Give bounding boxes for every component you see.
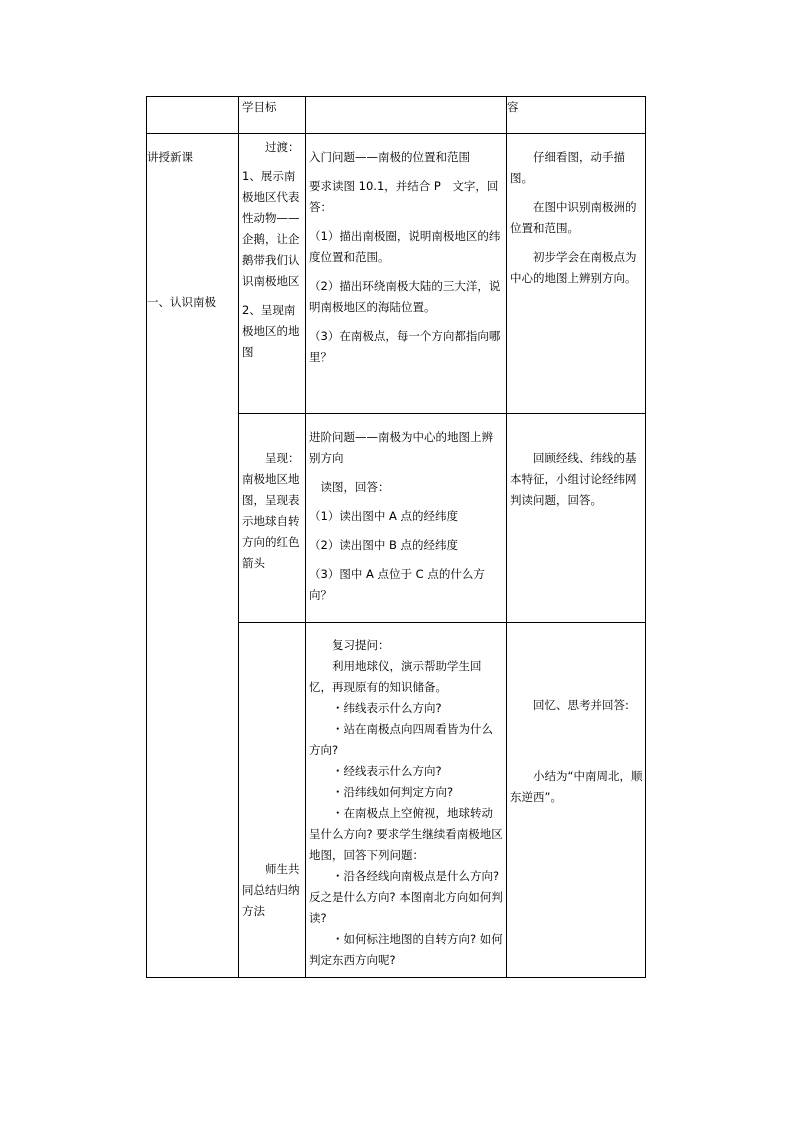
- student-activity-cell: [507, 414, 646, 623]
- section-subtitle: 一、认识南极: [147, 295, 216, 309]
- table-row: [147, 134, 646, 414]
- question-cell: [306, 134, 507, 414]
- question-text: 复习提问：: [332, 638, 390, 652]
- activity-text: 过渡：: [265, 140, 300, 154]
- student-text: 在图中识别南极洲的位置和范围。: [510, 200, 637, 235]
- question-text: ・如何标注地图的自转方向? 如何判定东西方向呢?: [309, 932, 503, 967]
- question-text: （1）读出图中 A 点的经纬度: [309, 509, 458, 523]
- student-text: 仔细看图，动手描图。: [510, 150, 625, 185]
- activity-cell: [239, 134, 306, 414]
- activity-text: 师生共同总结归纳方法: [242, 862, 300, 918]
- student-activity-cell: [507, 134, 646, 414]
- question-text: ・站在南极点向四周看皆为什么方向?: [309, 722, 493, 757]
- header-row: [147, 97, 646, 134]
- question-cell: [306, 623, 507, 978]
- student-activity-cell: [507, 623, 646, 978]
- question-text: ・纬线表示什么方向?: [332, 701, 442, 715]
- question-text: ・在南极点上空俯视，地球转动呈什么方向? 要求学生继续看南极地区地图，回答下列问题：: [309, 806, 503, 862]
- question-text: ・沿各经线向南极点是什么方向? 反之是什么方向? 本图南北方向如何判读?: [309, 869, 503, 925]
- question-text: 进阶问题——南极为中心的地图上辨别方向: [309, 430, 493, 465]
- header-cell-3: [306, 97, 507, 134]
- student-text: 回顾经线、纬线的基本特征，小组讨论经纬网判读问题，回答。: [510, 451, 637, 507]
- question-text: （1）描出南极圈，说明南极地区的纬度位置和范围。: [309, 229, 501, 264]
- student-text: 小结为“中南周北，顺东逆西”。: [510, 769, 643, 804]
- question-text: ・沿纬线如何判定方向?: [332, 785, 454, 799]
- header-cell-1: [147, 97, 239, 134]
- header-teaching-goal: 学目标: [242, 100, 277, 114]
- activity-cell: [239, 623, 306, 978]
- section-cell: [147, 134, 239, 978]
- question-text: 要求读图 10.1，并结合 P 文字，回答：: [309, 179, 499, 214]
- question-text: 入门问题——南极的位置和范围: [309, 150, 470, 164]
- activity-text: 1、展示南极地区代表性动物——企鹅，让企鹅带我们认识南极地区: [242, 169, 300, 288]
- activity-text: 呈现：南极地区地图，呈现表示地球自转方向的红色箭头: [242, 451, 300, 570]
- student-text: 初步学会在南极点为中心的地图上辨别方向。: [510, 250, 637, 285]
- activity-text: 2、呈现南极地区的地图: [242, 303, 300, 359]
- header-cell-4: [507, 97, 646, 134]
- question-text: 利用地球仪，演示帮助学生回忆，再现原有的知识储备。: [309, 659, 482, 694]
- question-text: （3）在南极点，每一个方向都指向哪里？: [309, 329, 501, 364]
- header-content: 容: [507, 100, 519, 114]
- activity-cell: [239, 414, 306, 623]
- question-text: （2）读出图中 B 点的经纬度: [309, 538, 459, 552]
- question-text: ・经线表示什么方向?: [332, 764, 442, 778]
- student-text: 回忆、思考并回答:: [533, 698, 629, 712]
- section-title: 讲授新课: [147, 150, 193, 164]
- question-text: （3）图中 A 点位于 C 点的什么方向？: [309, 567, 485, 602]
- question-cell: [306, 414, 507, 623]
- question-text: （2）描出环绕南极大陆的三大洋，说明南极地区的海陆位置。: [309, 279, 501, 314]
- lesson-plan-table: [146, 96, 646, 978]
- question-text: 读图，回答：: [320, 480, 390, 494]
- header-cell-2: [239, 97, 306, 134]
